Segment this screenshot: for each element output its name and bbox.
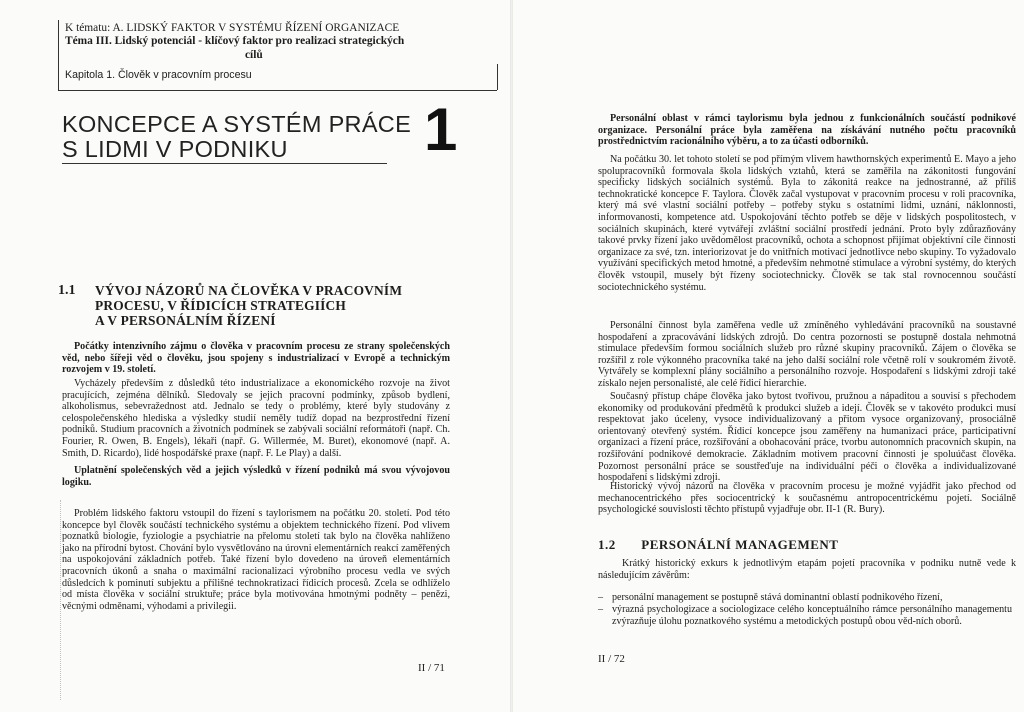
paragraph-industrialization [62,378,450,459]
section-2-heading [598,537,838,553]
paragraph-current-approach-text: Současný přístup chápe člověka jako bytost tvořivou, pružnou a nápaditou a souvisí s přechodem ekonomiky od produkování předmětů k produkci služeb a idejí. Člověk se v takovéto produkci musí respektovat jako úceleny, vysoce individualizovaný a přitom vysoce organizovaný, prosociálně orientovaný otevřený systém. Řídicí koncepce jsou zaměřeny na humanizaci práce, participativní organizaci a řízení práce, rozšiřování a obohacování práce, tvorbu autonomních pracovních skupin, na rozšiřování podnikové demokracie. Základním motivem pracovní činnosti je spoluúčast člověka. Pozornost personální práce se soustřeďuje na individuální péči o člověka a individualizované hospodaření s lidskými zdroji. [598,391,1016,484]
paragraph-section-2-intro-text: Krátký historický exkurs k jednotlivým etapám pojetí pracovníka v podniku nutně vede k následujícím závěrům: [598,558,1016,581]
paragraph-personnel-taylorism [598,113,1016,148]
chapter-title-line-2: S LIDMI V PODNIKU [62,136,288,162]
section-title-line-2: PROCESU, V ŘÍDICÍCH STRATEGIÍCH [95,298,347,313]
section-title-line-1: VÝVOJ NÁZORŮ NA ČLOVĚKA V PRACOVNÍM [95,283,403,298]
paragraph-historical-development-text: Historický vývoj názorů na člověka v pracovním procesu je možné vyjádřit jako přechod od mechanocentrického přes sociocentrický k současnému antropocentrickému pojetí. Sociálně psychologické souvislosti těchto přístupů vyjadřuje obr. II-1 (R. Bury). [598,481,1016,516]
paragraph-intro-text: Počátky intenzivního zájmu o člověka v pracovním procesu ze strany společenských věd, nebo šířeji věd o člověku, jsou spojeny s industrializací v Evropě a technickým rozvojem v 19. století. [62,341,450,376]
bullet-item [598,592,1016,604]
page-number-left: II / 71 [418,662,445,674]
chapter-number: 1 [424,96,458,163]
paragraph-industrialization-text: Vycházely především z důsledků této industrializace a ekonomického rozvoje na život pracujících, zejména dělníků. Sledovaly se jejich pracovní podmínky, způsob bydlení, alkoholismus, sebevražednost atd. Jednalo se tedy o problémy, které byly studovány z celospolečenského hlediska a výsledky studií neměly tudíž dopad na bezprostřední řízení podniků. Studium pracovních a životních podmínek se zabývali sociální reformátoři (např. Ch. Fourier, R. Owen, B. Engels), lékaři (např. G. Willermée, M. Buret), ekonomové (např. A. Smith, D. Ricardo), lidé hospodářské praxe (např. F. Le Play) a další. [62,378,450,459]
paragraph-taylorism-text: Problém lidského faktoru vstoupil do řízení s taylorismem na počátku 20. století. Pod této koncepce byl člověk součástí technického systému a objektem technického řízení. Pod vlivem poznatků biologie, fyziologie a psychiatrie na přelomu století tak bylo na člověka nahlíženo jako na přírodní bytost. Chování bylo vysvětlováno na úrovni elementárních reakcí zaměřených na uspokojování základních potřeb. Také řízení bylo dovedeno na úroveň elementárních pracovních úkonů a snaha o maximální racionalizaci výrobního procesu vedla ve svých důsledcích k pominutí subjektu a přílišné technokratizaci řídicích procesů. Zcela se odhlíželo od místa člověka v sociální struktuře; práce byla motivována hmotnými podněty – penězi, věcnými odměnami, výhodami a privilegii. [62,508,450,612]
header-topic: K tématu: A. LIDSKÝ FAKTOR V SYSTÉMU ŘÍZENÍ ORGANIZACE [65,22,400,34]
bullet-text: personální management se postupně stává dominantní oblastí podnikového řízení, [612,592,943,603]
section-2-title: PERSONÁLNÍ MANAGEMENT [641,537,839,552]
scan-margin-artifact [60,500,67,700]
paragraph-historical-development [598,481,1016,516]
section-number: 1.1 [58,283,76,298]
header-tema-cont: cílů [245,49,263,61]
paragraph-personnel-activity [598,320,1016,390]
paragraph-current-approach [598,391,1016,484]
paragraph-human-relations-text: Na počátku 30. let tohoto století se pod přímým vlivem hawthornských experimentů E. Mayo a jeho spolupracovníků formovala škola lidských vztahů, která se zaměřila na zákonitosti fungování specificky lidských sociálních systémů. Byla to zákonitá reakce na jednostranné, až příliš technokratické koncepce F. Taylora. Člověk začal vystupovat v pracovním procesu v roli pracovníka, který má své vlastní sociální potřeby – potřeby styku s ostatními lidmi, uznání, náklonnosti, informovanosti, kompetence atd. Uspokojování těchto potřeb se děje v lidských pospolitostech, v sociálních skupinách, které vytvářejí zvláštní sociální prostředí jednání. Proto byly zdůrazňovány takové prvky řízení jako uvědomělost pracovníků, ochota a schopnost přijímat objektivní cíle činnosti organizace za své, tzn. interiorizovat je do vnitřních motivací jednotlivce nebo skupiny. To vyžadovalo využívání specifických metod hmotné, a především nehmotné stimulace a výrobní systémy, do kterých člověk vstoupil, musely být řízeny sociotechnicky. Člověk se tak stal rovnocennou součástí sociotechnického systému. [598,154,1016,293]
chapter-title [62,112,411,162]
paragraph-personnel-taylorism-text: Personální oblast v rámci taylorismu byla jednou z funkcionálních součástí podnikové organizace. Personální práce byla zaměřena na získávání nutného počtu pracovníků prostřednictvím racionálního výběru, a to za účasti odborníků. [598,113,1016,148]
paragraph-human-relations [598,154,1016,293]
paragraph-personnel-activity-text: Personální činnost byla zaměřena vedle už zmíněného vyhledávání pracovníků na soustavné hospodaření a zpracovávání lidských zdrojů. Do centra pozornosti se postupně dostala nehmotná stimulace především formou sociálních služeb pro různé skupiny pracovníků. Zájem o člověka se rozšířil z role výkonného pracovníka také na jeho další sociální role včetně rolí v soukromém životě. Vytvářely se komplexní plány sociálního a personálního rozvoje. Hospodaření s lidskými zdroji také získalo nejen personalisté, ale celé řídicí hierarchie. [598,320,1016,389]
bullet-dash: – [598,604,604,615]
bullet-text: výrazná psychologizace a sociologizace celého konceptuálního rámce personálního managementu zvýrazňuje úlohu poznatkového systému a metodických postupů obou věd-ních oborů. [612,604,1012,627]
section-title-line-3: A V PERSONÁLNÍM ŘÍZENÍ [95,313,276,328]
header-tema: Téma III. Lidský potenciál - klíčový faktor pro realizaci strategických [65,35,405,47]
running-header [58,20,497,91]
chapter-title-line-1: KONCEPCE A SYSTÉM PRÁCE [62,111,412,137]
paragraph-logic-text: Uplatnění společenských věd a jejich výsledků v řízení podniků má svou vývojovou logiku. [62,465,450,488]
chapter-title-rule [62,163,387,164]
section-2-number: 1.2 [598,537,616,552]
bullet-dash: – [598,592,604,603]
header-chapter: Kapitola 1. Člověk v pracovním procesu [65,69,252,81]
page-number-right: II / 72 [598,653,625,665]
paragraph-taylorism [62,508,450,612]
paragraph-intro [62,341,450,376]
paragraph-logic [62,465,450,488]
bullet-item [598,604,1016,640]
section-title [95,283,402,328]
header-corner-rule [497,64,498,90]
paragraph-section-2-intro [598,558,1016,581]
